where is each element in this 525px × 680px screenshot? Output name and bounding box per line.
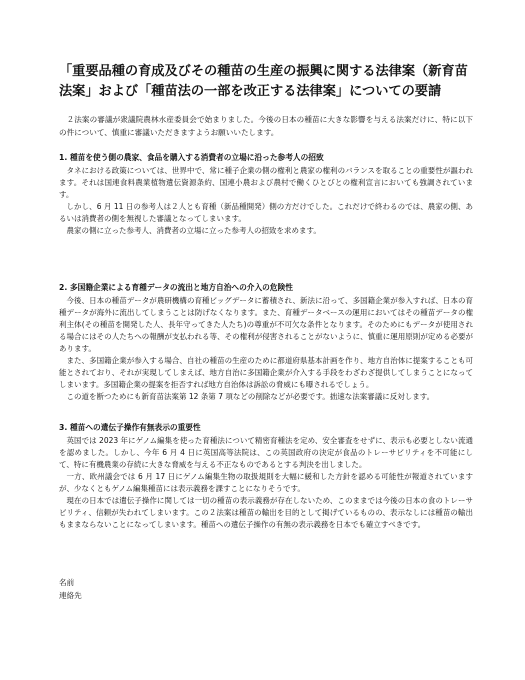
name-label: 名前 xyxy=(59,578,75,587)
section-1 xyxy=(59,152,473,237)
section-paragraph: 農家の側に立った参考人、消費者の立場に立った参考人の招致を求めます。 xyxy=(66,226,321,236)
contact-label: 連絡先 xyxy=(59,591,82,600)
section-paragraph: タネにおける政策については、世界中で、常に種子企業の側の権利と農家の権利のバランスを取ることの重要性が謳われます。それは国連食料農業植物遺伝資源条約、国連小農および農村で働くひとびとの権利宣言においても強調されています。 xyxy=(59,165,473,199)
document-title: 「重要品種の育成及びその種苗の生産の振興に関する法律案（新育苗法案」および「種苗法の一部を改正する法律案」についての要請 xyxy=(59,64,468,99)
section-heading: 2. 多国籍企業による育種データの流出と地方自治への介入の危険性 xyxy=(59,283,293,292)
section-heading: 1. 種苗を使う側の農家、食品を購入する消費者の立場に沿った参考人の招致 xyxy=(59,153,324,162)
section-paragraph: 今後、日本の種苗データが農研機構の育種ビッグデータに蓄積され、新法に沿って、多国籍企業が参入すれば、日本の育種データが海外に流出してしまうことは防げなくなります。また、育種データベースの運用においてはその種苗データの権利主体(その種苗を開発した人、長年守ってきた人たち)の尊重が不可欠な条件となります。そのためにもデータが使用される場合にはその人たちへの報酬が支払われる等、その権利が侵害されることがないように、慎重に運用原則が定める必要があります。 xyxy=(59,295,473,353)
section-paragraph: この道を断つためにも新育苗法案第 12 条第 7 項などの削除などが必要です。拙速な法案審議に反対します。 xyxy=(66,392,435,402)
section-paragraph: 現在の日本では遺伝子操作に関しては一切の種苗の表示義務が存在しないため、このままでは今後の日本の食のトレーサビリティ、信頼が失われてしまいます。この２法案は種苗の輸出を目的として掲げているものの、表示なしには種苗の輸出もままならないことになってしまいます。種苗への遺伝子操作の有無の表示義務を日本でも確立すべきです。 xyxy=(59,496,473,530)
section-paragraph: しかし、6 月 11 日の参考人は２人とも育種（新品種開発）側の方だけでした。これだけで終わるのでは、農家の側、あるいは消費者の側を無視した審議となってしまいます。 xyxy=(59,201,473,223)
signature-block xyxy=(59,576,259,602)
section-paragraph: また、多国籍企業が参入する場合、自社の種苗の生産のために都道府県基本計画を作り、地方自治体に提案することも可能とされており、それが実現してしまえば、地方自治に多国籍企業が介入する手段をわざわざ提供してしまうことになってしまいます。多国籍企業の提案を拒否すれば地方自治体は訴訟の脅威にも曝されるでしょう。 xyxy=(59,356,473,390)
section-2 xyxy=(59,282,473,403)
section-3 xyxy=(59,422,473,531)
section-heading: 3. 種苗への遺伝子操作有無表示の重要性 xyxy=(59,423,201,432)
intro-paragraph: ２法案の審議が衆議院農林水産委員会で始まりました。今後の日本の種苗に大きな影響を与える法案だけに、特に以下の件について、慎重に審議いただきますようお願いいたします。 xyxy=(59,115,473,137)
section-paragraph: 英国では 2023 年にゲノム編集を使った育種法について精密育種法を定め、安全審査をせずに、表示も必要としない流通を認めました。しかし、今年 6 月 4 日に英国高等法院は、この英国政府の決定が食品のトレーサビリティを不可能にして、特に有機農業の存続に大きな脅威を与える不正なものであるとする判決を出しました。 xyxy=(59,435,473,469)
section-paragraph: 一方、欧州議会では 6 月 17 日にゲノム編集生物の取扱規則を大幅に緩和した方針を認める可能性が報道されていますが、少なくともゲノム編集種苗には表示義務を課すことになりそうです。 xyxy=(59,471,473,493)
